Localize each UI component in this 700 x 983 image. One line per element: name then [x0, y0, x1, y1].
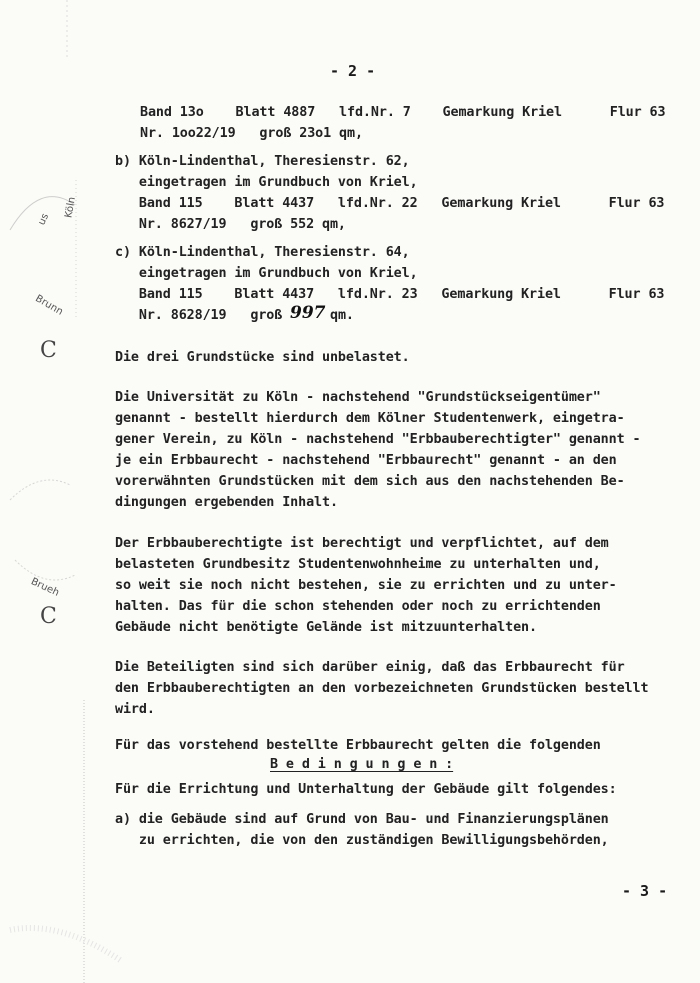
einig-line-2: den Erbbauberechtigten an den vorbezeichneten Grundstücken bestellt [115, 681, 649, 696]
universitaet-line-5: vorerwähnten Grundstücken mit dem sich aus den nachstehenden Be- [115, 474, 625, 489]
bedingungen-heading: B e d i n g u n g e n : [270, 757, 454, 772]
universitaet-line-6: dingungen ergebenden Inhalt. [115, 495, 338, 510]
item-a-line-2: Nr. 1oo22/19 groß 23o1 qm, [140, 126, 363, 141]
item-c-line-1: c) Köln-Lindenthal, Theresienstr. 64, [115, 245, 410, 260]
item-c-line-4: Nr. 8628/19 groß [115, 308, 283, 323]
stamp-fragment-2: Köln [63, 196, 78, 219]
handwritten-area-value: 997 [290, 303, 326, 323]
item-b-line-1: b) Köln-Lindenthal, Theresienstr. 62, [115, 154, 410, 169]
a-gebaeude-line-2: zu errichten, die von den zuständigen Bewilligungsbehörden, [115, 833, 609, 848]
fuer-das-line: Für das vorstehend bestellte Erbbaurecht gelten die folgenden [115, 738, 601, 753]
a-gebaeude-line-1: a) die Gebäude sind auf Grund von Bau- und Finanzierungsplänen [115, 812, 609, 827]
unbelastet-line: Die drei Grundstücke sind unbelastet. [115, 350, 410, 365]
einig-line-3: wird. [115, 702, 155, 717]
berechtigt-line-3: so weit sie noch nicht bestehen, sie zu errichten und zu unter- [115, 578, 617, 593]
einig-line-1: Die Beteiligten sind sich darüber einig, daß das Erbbaurecht für [115, 660, 625, 675]
universitaet-line-1: Die Universität zu Köln - nachstehend "Grundstückseigentümer" [115, 390, 601, 405]
stamp-fragment-4: Brueh [29, 576, 61, 599]
item-c-unit: qm. [330, 308, 354, 323]
stamp-fragment-1: us [36, 211, 52, 228]
berechtigt-line-1: Der Erbbauberechtigte ist berechtigt und verpflichtet, auf dem [115, 536, 609, 551]
item-c-line-3: Band 115 Blatt 4437 lfd.Nr. 23 Gemarkung Kriel Flur 63 [115, 287, 665, 302]
universitaet-line-3: gener Verein, zu Köln - nachstehend "Erbbauberechtigter" genannt - [115, 432, 641, 447]
item-c-line-2: eingetragen im Grundbuch von Kriel, [115, 266, 418, 281]
universitaet-line-4: je ein Erbbaurecht - nachstehend "Erbbaurecht" genannt - an den [115, 453, 617, 468]
margin-parenthesis-2: C [40, 604, 57, 629]
universitaet-line-2: genannt - bestellt hierdurch dem Kölner Studentenwerk, eingetra- [115, 411, 625, 426]
item-b-line-4: Nr. 8627/19 groß 552 qm, [115, 217, 346, 232]
margin-parenthesis-1: C [40, 338, 57, 363]
item-b-line-2: eingetragen im Grundbuch von Kriel, [115, 175, 418, 190]
berechtigt-line-2: belasteten Grundbesitz Studentenwohnheime zu unterhalten und, [115, 557, 601, 572]
item-a-line-1: Band 13o Blatt 4887 lfd.Nr. 7 Gemarkung Kriel Flur 63 [140, 105, 666, 120]
errichtung-line: Für die Errichtung und Unterhaltung der Gebäude gilt folgendes: [115, 782, 617, 797]
page-number-bottom: - 3 - [622, 882, 668, 900]
stamp-fragment-3: Brunn [33, 293, 65, 318]
page-number-top: - 2 - [330, 62, 376, 80]
berechtigt-line-4: halten. Das für die schon stehenden oder noch zu errichtenden [115, 599, 601, 614]
item-b-line-3: Band 115 Blatt 4437 lfd.Nr. 22 Gemarkung Kriel Flur 63 [115, 196, 665, 211]
berechtigt-line-5: Gebäude nicht benötigte Gelände ist mitzuunterhalten. [115, 620, 537, 635]
